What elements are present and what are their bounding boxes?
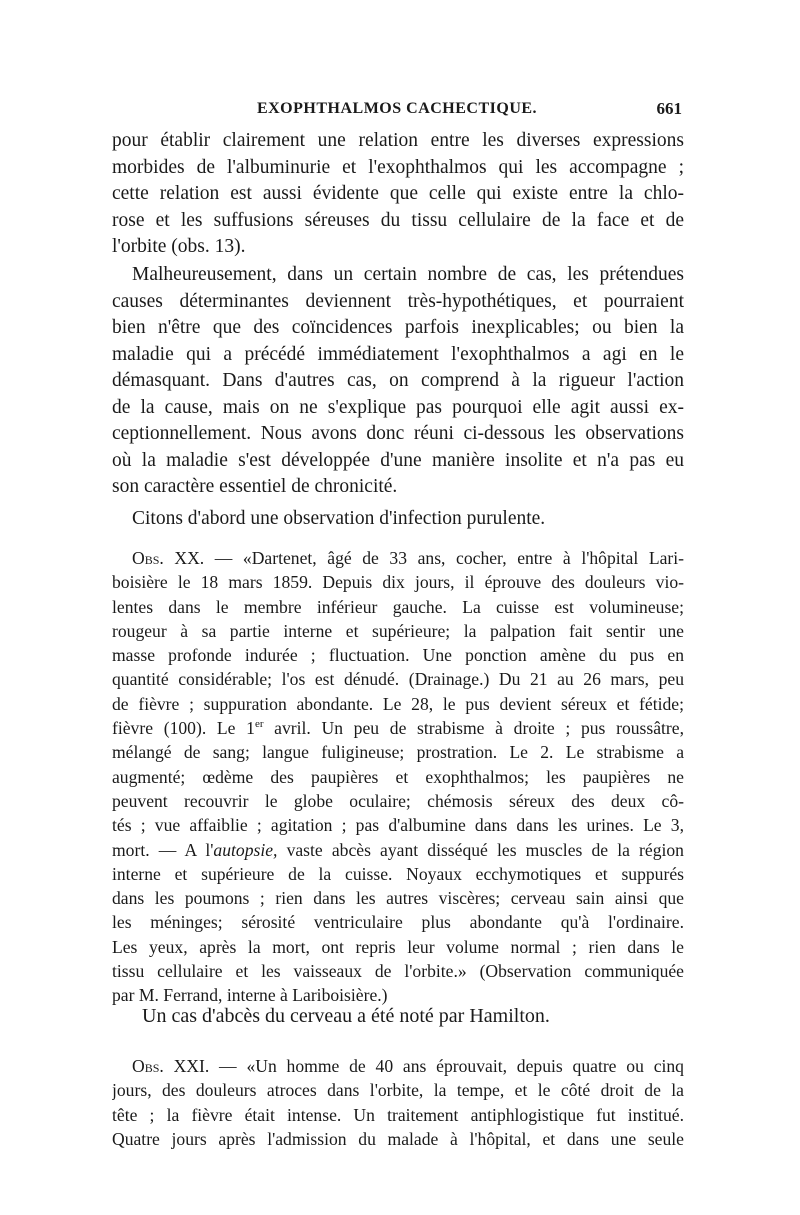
text-line: masse profonde indurée ; fluctuation. Une ponction amène du pus en xyxy=(112,645,684,666)
text-line: mort. — A l'autopsie, vaste abcès ayant disséqué les muscles de la région xyxy=(112,839,684,860)
text-line: morbides de l'albuminurie et l'exophthalmos qui les accompagne ; xyxy=(112,156,684,178)
text-line: mélangé de sang; langue fuligineuse; prostration. Le 2. Le strabisme a xyxy=(112,742,684,763)
paragraph-3 xyxy=(112,506,684,533)
ordinal-superscript: er xyxy=(254,718,264,731)
text-line: Obs. XXI. — «Un homme de 40 ans éprouvait, depuis quatre ou cinq xyxy=(132,1056,684,1076)
text-line: par M. Ferrand, interne à Lariboisière.) xyxy=(112,985,388,1006)
text-line: pour établir clairement une relation entre les diverses expressions xyxy=(112,130,684,151)
text-line: où la maladie s'est développée d'une manière insolite et n'a pas eu xyxy=(112,449,684,471)
text-line: jours, des douleurs atroces dans l'orbite, la tempe, et le côté droit de la xyxy=(112,1080,684,1101)
text-line: son caractère essentiel de chronicité. xyxy=(112,476,398,497)
text-line: dans les poumons ; rien dans les autres viscères; cerveau sain ainsi que xyxy=(112,888,684,909)
text-line: causes déterminantes deviennent très-hypothétiques, et pourraient xyxy=(112,290,684,312)
text-line: Les yeux, après la mort, ont repris leur volume normal ; rien dans le xyxy=(112,936,684,957)
text-line: cette relation est aussi évidente que celle qui existe entre la chlo- xyxy=(112,183,684,204)
text-line: tés ; vue affaiblie ; agitation ; pas d'albumine dans dans les urines. Le 3, xyxy=(112,815,684,836)
text-line: Malheureusement, dans un certain nombre de cas, les prétendues xyxy=(132,264,684,285)
text-line: Citons d'abord une observation d'infection purulente. xyxy=(132,508,546,529)
text-line: lentes dans le membre inférieur gauche. La cuisse est volumineuse; xyxy=(112,596,684,617)
text-line: maladie qui a précédé immédiatement l'exophthalmos a agi en le xyxy=(112,343,684,365)
text-line: rose et les suffusions séreuses du tissu cellulaire de la face et de xyxy=(112,209,684,231)
text-line: augmenté; œdème des paupières et exophthalmos; les paupières ne xyxy=(112,766,684,787)
observation-label: Obs. XXI. xyxy=(132,1056,210,1076)
italic-term: autopsie, xyxy=(213,839,278,860)
paragraph-2 xyxy=(112,262,684,501)
text-line: de fièvre ; suppuration abondante. Le 28, le pus devient séreux et fétide; xyxy=(112,693,684,714)
running-title: EXOPHTHALMOS CACHECTIQUE. xyxy=(256,100,538,117)
text-line: boisière le 18 mars 1859. Depuis dix jours, il éprouve des douleurs vio- xyxy=(112,572,684,593)
text-line: Obs. XX. — «Dartenet, âgé de 33 ans, cocher, entre à l'hôpital Lari- xyxy=(132,548,684,568)
text-line: l'orbite (obs. 13). xyxy=(112,236,246,257)
text-line: les méninges; sérosité ventriculaire plus abondante qu'à l'ordinaire. xyxy=(112,912,684,933)
text-line: bien n'être que des coïncidences parfois inexplicables; ou bien la xyxy=(112,317,684,338)
text-line: tissu cellulaire et les vaisseaux de l'orbite.» (Observation communiquée xyxy=(112,961,684,982)
observation-20 xyxy=(112,546,684,1008)
observation-21 xyxy=(112,1054,684,1151)
paragraph-1 xyxy=(112,128,684,261)
text-line: ceptionnellement. Nous avons donc réuni ci-dessous les observations xyxy=(112,423,684,444)
text-line: de la cause, mais on ne s'explique pas pourquoi elle agit aussi ex- xyxy=(112,396,684,418)
text-line: peuvent recouvrir le globe oculaire; chémosis séreux des deux cô- xyxy=(112,790,684,811)
text-line: démasquant. Dans d'autres cas, on comprend à la rigueur l'action xyxy=(112,370,684,391)
text-line: interne et supérieure de la cuisse. Noyaux ecchymotiques et suppurés xyxy=(112,863,684,884)
text-line: Quatre jours après l'admission du malade à l'hôpital, et dans une seule xyxy=(112,1128,684,1149)
text-line: tête ; la fièvre était intense. Un traitement antiphlogistique fut institué. xyxy=(112,1104,684,1125)
observation-label: Obs. XX. xyxy=(132,548,205,568)
page-number: 661 xyxy=(656,99,682,118)
section-sentence: Un cas d'abcès du cerveau a été noté par Hamilton. xyxy=(142,1005,550,1027)
text-line: rougeur à sa partie interne et supérieure; la palpation fait sentir une xyxy=(112,620,684,641)
text-line: fièvre (100). Le 1er avril. Un peu de strabisme à droite ; pus roussâtre, xyxy=(112,718,684,739)
text-line: quantité considérable; l'os est dénudé. (Drainage.) Du 21 au 26 mars, peu xyxy=(112,669,684,690)
page-header xyxy=(112,100,682,124)
